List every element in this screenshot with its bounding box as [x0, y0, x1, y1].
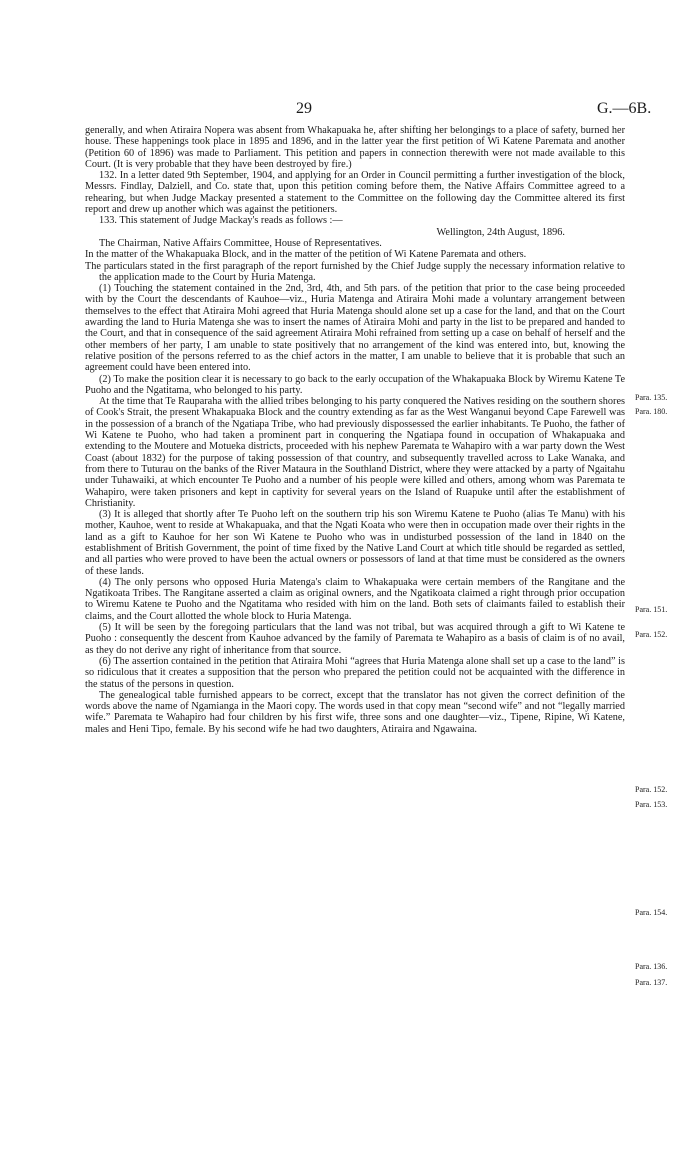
letter-point-1: (1) Touching the statement contained in the 2nd, 3rd, 4th, and 5th pars. of the petition that prior to the case being proceeded with by the Court the descendants of Kauhoe—viz., Huria Matenga and Atiraira Mohi made a voluntary arrangement between themselves to the effect that Atiraira Mohi agreed that Huria Matenga should alone set up a case for the land, and that on the Court awarding the land to Huria Matenga she was to insert the names of Atiraira Mohi and party in the list to be prepared and handed to the Court, and that in consequence of the said agreement Atiraira Mohi refrained from setting up a case on behalf of herself and the other members of her party, I am unable to state positively that no arrangement of the kind was entered into, but, knowing the relative position of the persons referred to as the chief actors in the matter, I am unable to believe that it is probable that such an agreement could have been entered into.: [85, 283, 625, 374]
letter-dateline: Wellington, 24th August, 1896.: [436, 226, 565, 238]
margin-reference: Para. 152.: [635, 785, 668, 794]
letter-genealogy: The genealogical table furnished appears to be correct, except that the translator has not given the correct definition of the words above the name of Ngamianga in the Maori copy. The words used in that copy mean “second wife” and not “legally married wife.” Paremata te Wahapiro had four children by his first wife, three sons and one daughter—viz., Tipene, Ripine, Wi Katene, males and Heni Tipo, female. By his second wife he had two daughters, Atiraira and Ngawaina.: [85, 689, 625, 735]
margin-reference: Para. 152.: [635, 630, 668, 639]
letter-point-5: (5) It will be seen by the foregoing particulars that the land was not tribal, but was acquired through a gift to Wi Katene te Puoho : consequently the descent from Kauhoe advanced by the family of Paremata te Wahapiro as a basis of claim is of no avail, as they do not derive any right of inheritance from that source.: [85, 622, 625, 656]
letter-point-2: (2) To make the position clear it is necessary to go back to the early occupation of the Whakapuaka Block by Wiremu Katene Te Puoho and the Ngatitama, who belonged to his party.: [85, 373, 625, 396]
margin-reference: Para. 136.: [635, 962, 668, 971]
paragraph-133: 133. This statement of Judge Mackay's reads as follows :—: [99, 215, 343, 227]
letter-point-3: (3) It is alleged that shortly after Te Puoho left on the southern trip his son Wiremu Katene te Puoho (alias Te Manu) with his mother, Kauhoe, went to reside at Whakapuaka, and that the Ngati Koata who were then in occupation made over their rights in the land as a gift to Kauhoe for her son Wi Katene te Puoho who was in undisturbed possession of the land in 1840 on the establishment of British Government, the point of time fixed by the Native Land Court at which title should be regarded as settled, and all parties who were proved to have been the actual owners or possessors of land at that time must be considered as the owners of these lands.: [85, 509, 625, 577]
page-number: 29: [296, 100, 312, 117]
paragraph: generally, and when Atiraira Nopera was absent from Whakapuaka he, after shifting her belongings to a place of safety, burned her house. These happenings took place in 1895 and 1896, and in the latter year the first petition of Wi Katene Paremata and another (Petition 60 of 1896) was made to Parliament. This petition and papers in connection therewith were not made available to this Court. (It is very probable that they have been destroyed by fire.): [85, 125, 625, 170]
letter-point-6: (6) The assertion contained in the petition that Atiraira Mohi “agrees that Huria Matenga alone shall set up a case to the land” is so ridiculous that it creates a supposition that the person who prepared the petition could not be acquainted with the difference in the status of the persons in question.: [85, 655, 625, 690]
body-text: [85, 125, 625, 735]
margin-reference: Para. 135.: [635, 393, 668, 402]
letter-matter: In the matter of the Whakapuaka Block, and in the matter of the petition of Wi Katene Paremata and others.: [85, 249, 527, 261]
letter-point-4: (4) The only persons who opposed Huria Matenga's claim to Whakapuaka were certain members of the Rangitane and the Ngatikoata Tribes. The Rangitane asserted a claim as original owners, and the Ngatikoata claimed a right through prior occupation to Wiremu Katene te Puoho and the Ngatitama who resided with him on the land. Both sets of claimants failed to establish their claims, and the Court allotted the whole block to Huria Matenga.: [85, 576, 625, 622]
document-reference: G.—6B.: [597, 100, 652, 117]
letter-history: At the time that Te Rauparaha with the allied tribes belonging to his party conquered the Natives residing on the southern shores of Cook's Strait, the present Whakapuaka Block and the country extending as far as the West Wanganui beyond Cape Farewell was in the possession of a branch of the Ngatiapa Tribe, who had previously dispossessed the earlier inhabitants. Te Puoho, the father of Wi Katene te Puoho, who had taken a prominent part in conquering the Ngatiapa found in occupation of Whakapuaka and extending to the Moutere and Motueka districts, proceeded with his nephew Paremata te Wahapiro with a war party down the West Coast (about 1832) for the purpose of taking possession of that country, and subsequently travelled across to Lake Wanaka, and from there to Tuturau on the banks of the River Mataura in the Southland District, where they were attacked by a party of Ngaitahu under Tuhawaiki, at which encounter Te Puoho and a number of his people were killed and others, among whom was Paremata te Wahapiro, were taken prisoners and kept in captivity for several years on the Island of Ruapuke until after the establishment of Christianity.: [85, 396, 625, 509]
letter-particulars: The particulars stated in the first paragraph of the report furnished by the Chief Judge supply the necessary information relative to the application made to the Court by Huria Matenga.: [85, 260, 625, 283]
margin-reference: Para. 151.: [635, 605, 668, 614]
margin-reference: Para. 154.: [635, 908, 668, 917]
paragraph-132: 132. In a letter dated 9th September, 1904, and applying for an Order in Council permitting a further investigation of the block, Messrs. Findlay, Dalziell, and Co. state that, upon this petition coming before them, the Native Affairs Committee agreed to a rehearing, but when Judge Mackay presented a statement to the Committee on the following day the Committee altered its first report and drew up another which was against the petitioners.: [85, 170, 625, 216]
margin-reference: Para. 153.: [635, 800, 668, 809]
letter-addressee: The Chairman, Native Affairs Committee, House of Representatives.: [99, 237, 382, 249]
margin-reference: Para. 180.: [635, 407, 668, 416]
margin-reference: Para. 137.: [635, 978, 668, 987]
